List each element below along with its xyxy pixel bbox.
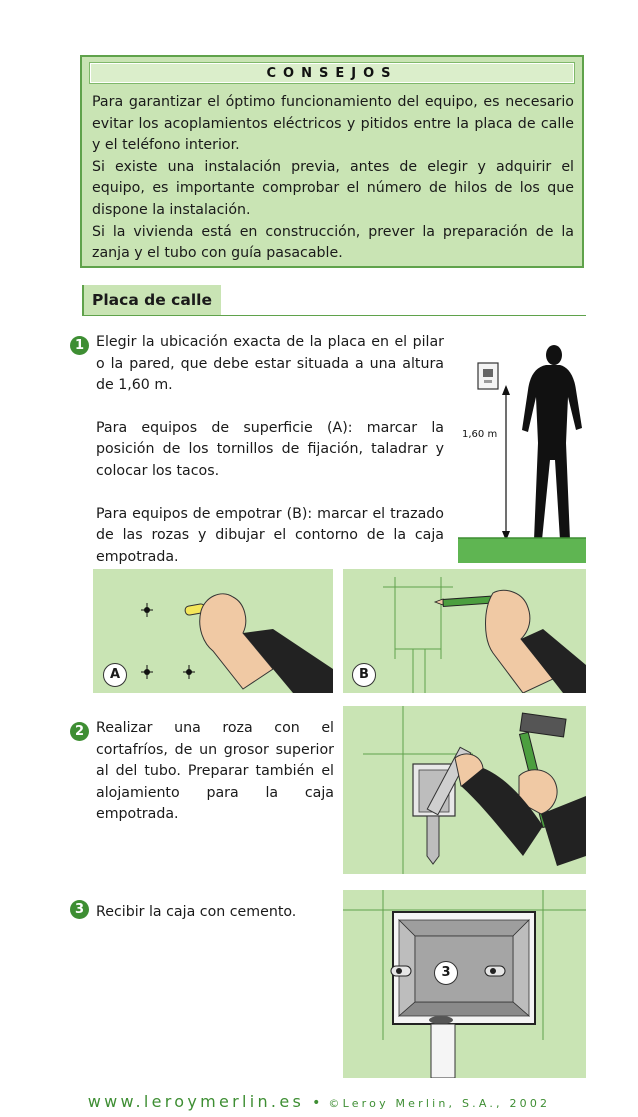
height-figure	[456, 335, 586, 563]
consejos-title: CONSEJOS	[90, 63, 574, 83]
footer	[0, 1092, 638, 1111]
consejos-text	[92, 92, 574, 265]
step-3-paragraph-1: Recibir la caja con cemento.	[96, 904, 297, 920]
screw-right-icon	[485, 966, 505, 976]
step-2-badge: 2	[70, 722, 89, 741]
footer-url[interactable]: www.leroymerlin.es	[87, 1092, 305, 1111]
figure-3-label: 3	[434, 961, 458, 985]
height-label: 1,60 m	[462, 429, 498, 440]
step-1-text	[96, 332, 444, 568]
person-silhouette-icon	[522, 345, 582, 543]
step-2-paragraph-1: Realizar una roza con el cortafríos, de un grosor superior al del tubo. Preparar también el alojamiento para la caja empotrada.	[96, 720, 334, 823]
figure-step-3	[343, 890, 586, 1078]
screw-left-icon	[391, 966, 411, 976]
footer-separator: •	[312, 1095, 321, 1111]
step-3-badge: 3	[70, 900, 89, 919]
step-1-paragraph-1: Elegir la ubicación exacta de la placa en el pilar o la pared, que debe estar situada a una altura de 1,60 m.	[96, 334, 444, 394]
figure-a	[93, 569, 333, 693]
consejos-paragraph-3: Si la vivienda está en construcción, prever la preparación de la zanja y el tubo con guía pasacable.	[92, 223, 574, 262]
section-divider	[82, 315, 586, 316]
step-3-text	[96, 902, 334, 924]
figure-step-2	[343, 706, 586, 874]
consejos-paragraph-1: Para garantizar el óptimo funcionamiento del equipo, es necesario evitar los acoplamientos eléctricos y pitidos entre la placa de calle y el teléfono interior.	[92, 94, 574, 154]
step-1-paragraph-3: Para equipos de empotrar (B): marcar el trazado de las rozas y dibujar el contorno de la caja empotrada.	[96, 505, 444, 565]
figure-a-label: A	[103, 663, 127, 687]
ground	[458, 538, 586, 563]
step-1-paragraph-2: Para equipos de superficie (A): marcar la posición de los tornillos de fijación, taladrar y colocar los tacos.	[96, 419, 444, 479]
section-title: Placa de calle	[82, 285, 221, 315]
figure-b-label: B	[352, 663, 376, 687]
step-1-badge: 1	[70, 336, 89, 355]
footer-copyright: ©Leroy Merlin, S.A., 2002	[328, 1097, 551, 1110]
step-2-text	[96, 718, 334, 826]
consejos-paragraph-2: Si existe una instalación previa, antes de elegir y adquirir el equipo, es importante comprobar el número de hilos de los que dispone la instalación.	[92, 158, 574, 218]
figure-b	[343, 569, 586, 693]
